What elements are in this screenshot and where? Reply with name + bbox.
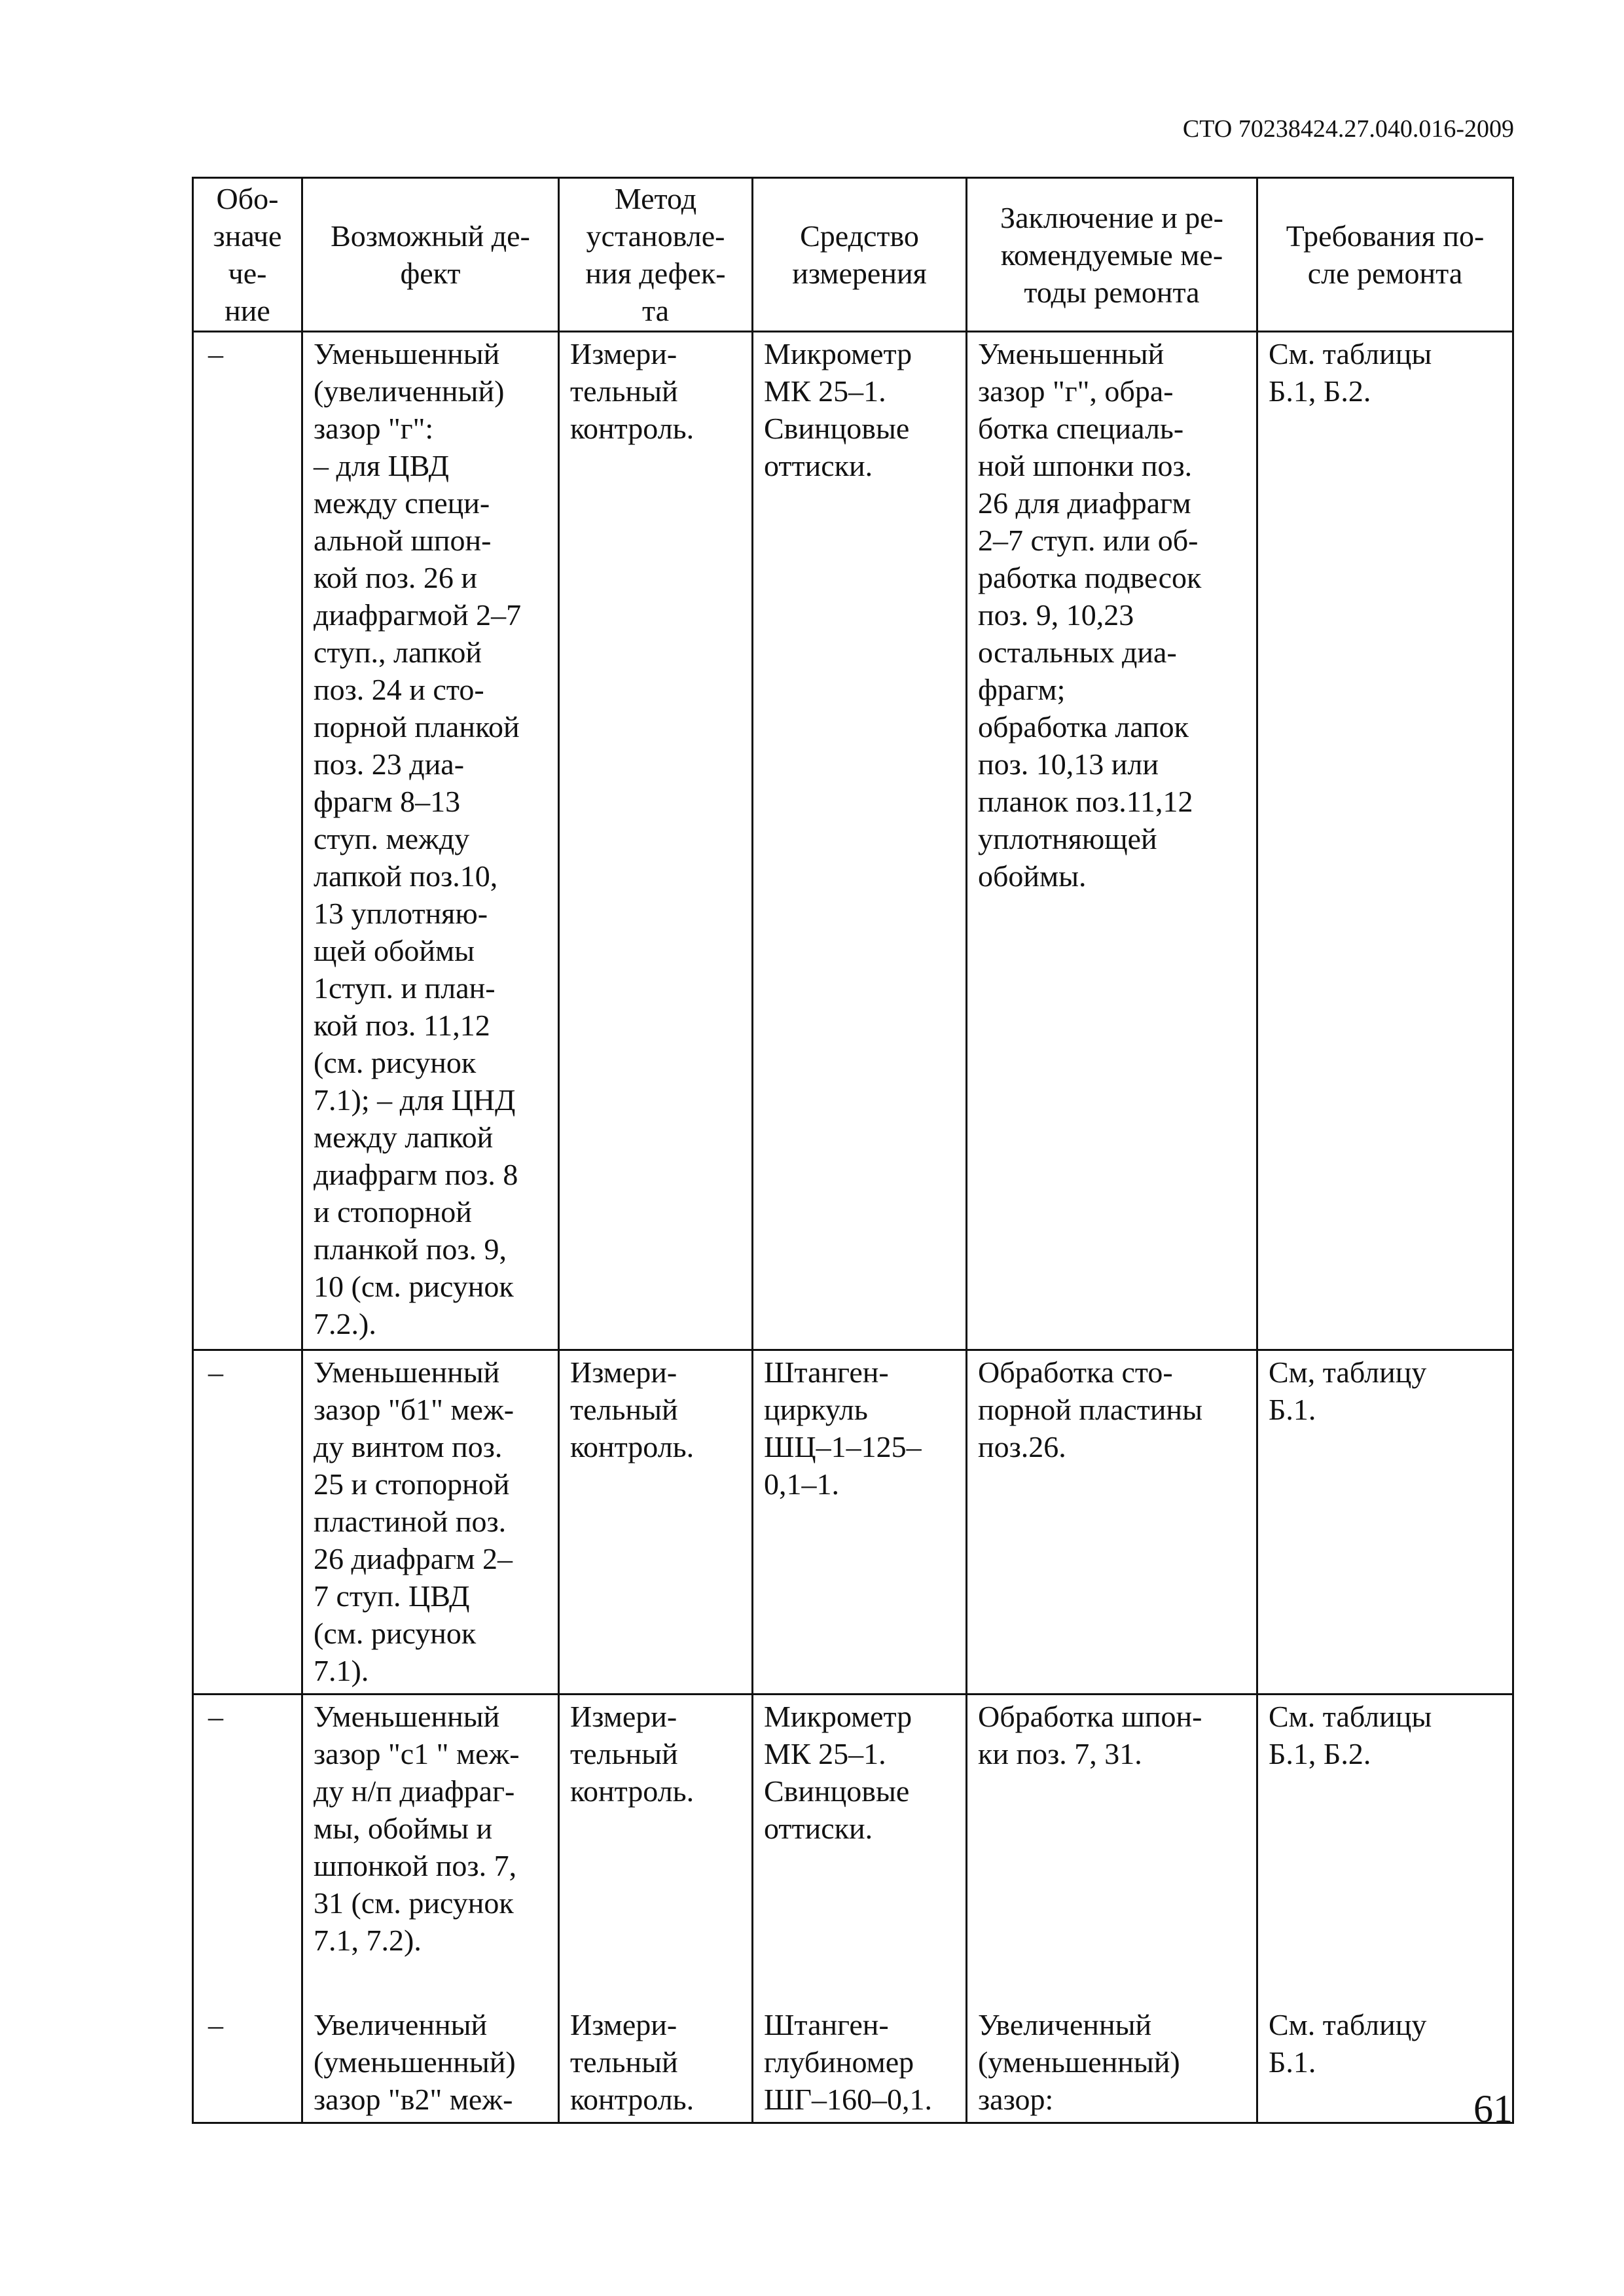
document-code: СТО 70238424.27.040.016-2009: [1182, 115, 1514, 143]
column-header-conclusion: Заключение и ре- комендуемые ме- тоды ремонта: [967, 178, 1257, 332]
method-cell: Измери- тельный контроль.: [559, 1350, 753, 1695]
requirements-cell: См. таблицы Б.1, Б.2.: [1257, 332, 1513, 1350]
column-header-instrument: Средство измерения: [753, 178, 967, 332]
defect-cell: Увеличенный (уменьшенный) зазор "в2" меж-: [302, 1976, 559, 2123]
table-row: [193, 1350, 1513, 1695]
designation-cell: –: [193, 1695, 302, 1976]
conclusion-cell: Уменьшенный зазор "г", обра- ботка специаль- ной шпонки поз. 26 для диафрагм 2–7 ступ. или об- работка подвесок поз. 9, 10,23 остальных диа- фрагм; обработка лапок поз. 10,13 или планок поз.11,12 уплотняющей обоймы.: [967, 332, 1257, 1350]
column-header-requirements: Требования по- сле ремонта: [1257, 178, 1513, 332]
defect-cell: Уменьшенный зазор "б1" меж- ду винтом поз. 25 и стопорной пластиной поз. 26 диафрагм 2– 7 ступ. ЦВД (см. рисунок 7.1).: [302, 1350, 559, 1695]
requirements-cell: См, таблицу Б.1.: [1257, 1350, 1513, 1695]
method-cell: Измери- тельный контроль.: [559, 332, 753, 1350]
table-header-row: [193, 178, 1513, 332]
defect-cell: Уменьшенный зазор "с1 " меж- ду н/п диафраг- мы, обоймы и шпонкой поз. 7, 31 (см. рисунок 7.1, 7.2).: [302, 1695, 559, 1976]
table-row: [193, 332, 1513, 1350]
conclusion-cell: Увеличенный (уменьшенный) зазор:: [967, 1976, 1257, 2123]
instrument-cell: Микрометр МК 25–1. Свинцовые оттиски.: [753, 332, 967, 1350]
conclusion-cell: Обработка сто- порной пластины поз.26.: [967, 1350, 1257, 1695]
column-header-defect: Возможный де- фект: [302, 178, 559, 332]
table-row: [193, 1695, 1513, 1976]
defects-table: [192, 177, 1514, 2124]
designation-cell: –: [193, 1976, 302, 2123]
designation-cell: –: [193, 332, 302, 1350]
method-cell: Измери- тельный контроль.: [559, 1976, 753, 2123]
conclusion-cell: Обработка шпон- ки поз. 7, 31.: [967, 1695, 1257, 1976]
method-cell: Измери- тельный контроль.: [559, 1695, 753, 1976]
instrument-cell: Штанген- циркуль ШЦ–1–125– 0,1–1.: [753, 1350, 967, 1695]
instrument-cell: Штанген- глубиномер ШГ–160–0,1.: [753, 1976, 967, 2123]
page-number: 61: [1473, 2087, 1513, 2130]
table-row: [193, 1976, 1513, 2123]
instrument-cell: Микрометр МК 25–1. Свинцовые оттиски.: [753, 1695, 967, 1976]
requirements-cell: См. таблицу Б.1.: [1257, 1976, 1513, 2123]
defect-cell: Уменьшенный (увеличенный) зазор "г": – для ЦВД между специ- альной шпон- кой поз. 26 и диафрагмой 2–7 ступ., лапкой поз. 24 и сто- порной планкой поз. 23 диа- фрагм 8–13 ступ. между лапкой поз.10, 13 уплотняю- щей обоймы 1ступ. и план- кой поз. 11,12 (см. рисунок 7.1); – для ЦНД между лапкой диафрагм поз. 8 и стопорной планкой поз. 9, 10 (см. рисунок 7.2.).: [302, 332, 559, 1350]
column-header-designation: Обо- значе че- ние: [193, 178, 302, 332]
requirements-cell: См. таблицы Б.1, Б.2.: [1257, 1695, 1513, 1976]
column-header-method: Метод установле- ния дефек- та: [559, 178, 753, 332]
designation-cell: –: [193, 1350, 302, 1695]
